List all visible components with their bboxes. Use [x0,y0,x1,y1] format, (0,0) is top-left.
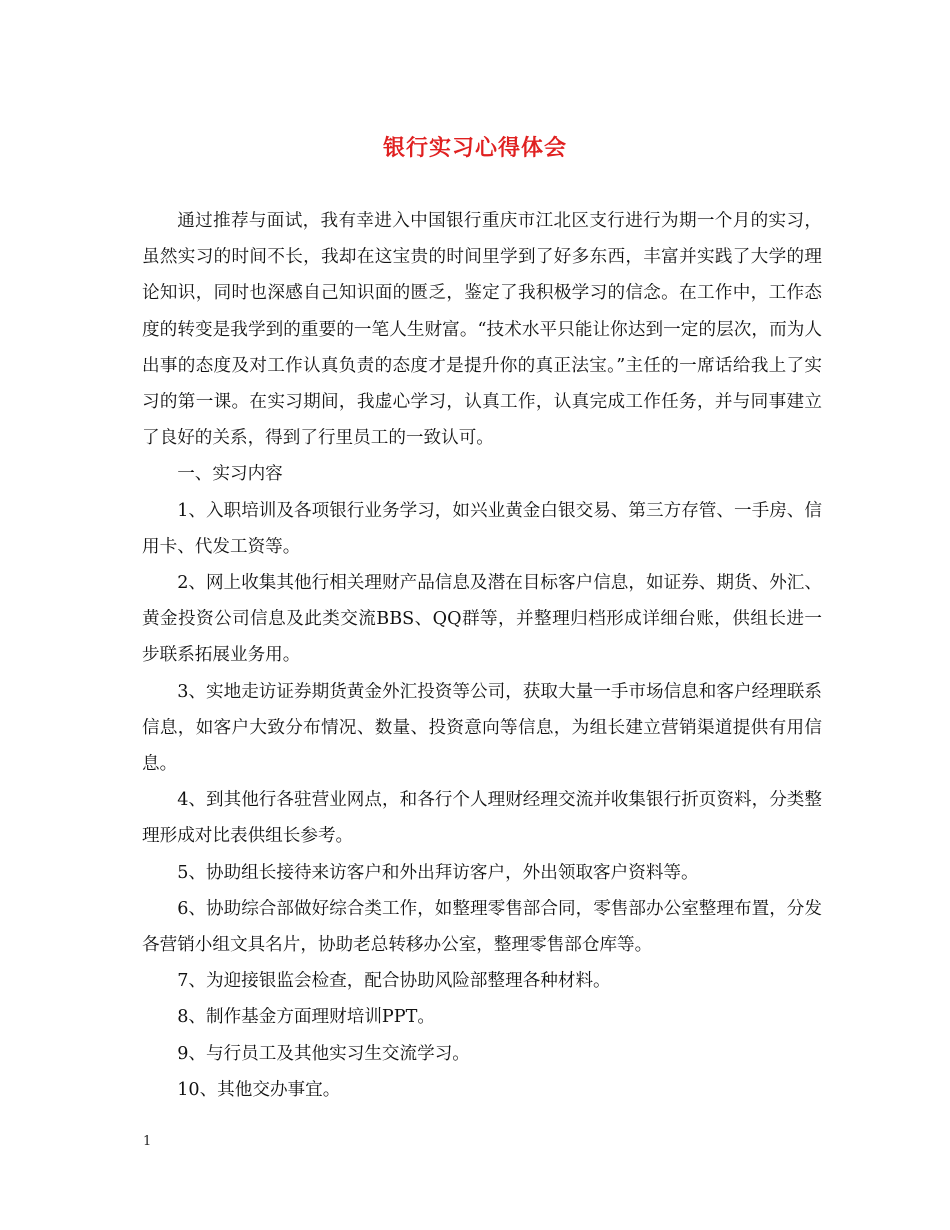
list-item: 4、到其他行各驻营业网点，和各行个人理财经理交流并收集银行折页资料，分类整理形成对比表供组长参考。 [142,790,822,847]
list-item: 8、制作基金方面理财培训PPT。 [177,1007,435,1028]
list-item: 5、协助组长接待来访客户和外出拜访客户，外出领取客户资料等。 [177,862,699,883]
list-item: 3、实地走访证券期货黄金外汇投资等公司，获取大量一手市场信息和客户经理联系信息，如客户大致分布情况、数量、投资意向等信息，为组长建立营销渠道提供有用信息。 [142,681,822,775]
list-item: 6、协助综合部做好综合类工作，如整理零售部合同，零售部办公室整理布置，分发各营销小组文具名片，协助老总转移办公室，整理零售部仓库等。 [142,898,822,956]
section-heading: 一、实习内容 [177,464,283,485]
list-item: 9、与行员工及其他实习生交流学习。 [177,1043,470,1064]
list-item: 2、网上收集其他行相关理财产品信息及潜在目标客户信息，如证券、期货、外汇、黄金投资公司信息及此类交流BBS、QQ群等，并整理归档形成详细台账，供组长进一步联系拓展业务用。 [142,573,822,666]
list-item: 7、为迎接银监会检查，配合协助风险部整理各种材料。 [177,971,611,992]
document-title: 银行实习心得体会 [382,135,567,161]
document-body [142,203,822,1108]
page-number: 1 [143,1134,152,1149]
intro-paragraph: 通过推荐与面试，我有幸进入中国银行重庆市江北区支行进行为期一个月的实习，虽然实习的时间不长，我却在这宝贵的时间里学到了好多东西，丰富并实践了大学的理论知识，同时也深感自己知识面的匮乏，鉴定了我积极学习的信念。在工作中，工作态度的转变是我学到的重要的一笔人生财富。“技术水平只能让你达到一定的层次，而为人出事的态度及对工作认真负责的态度才是提升你的真正法宝。”主任的一席话给我上了实习的第一课。在实习期间，我虚心学习，认真工作，认真完成工作任务，并与同事建立了良好的关系，得到了行里员工的一致认可。 [142,211,822,449]
list-item: 10、其他交办事宜。 [177,1079,341,1100]
list-item: 1、入职培训及各项银行业务学习，如兴业黄金白银交易、第三方存管、一手房、信用卡、代发工资等。 [142,500,822,557]
